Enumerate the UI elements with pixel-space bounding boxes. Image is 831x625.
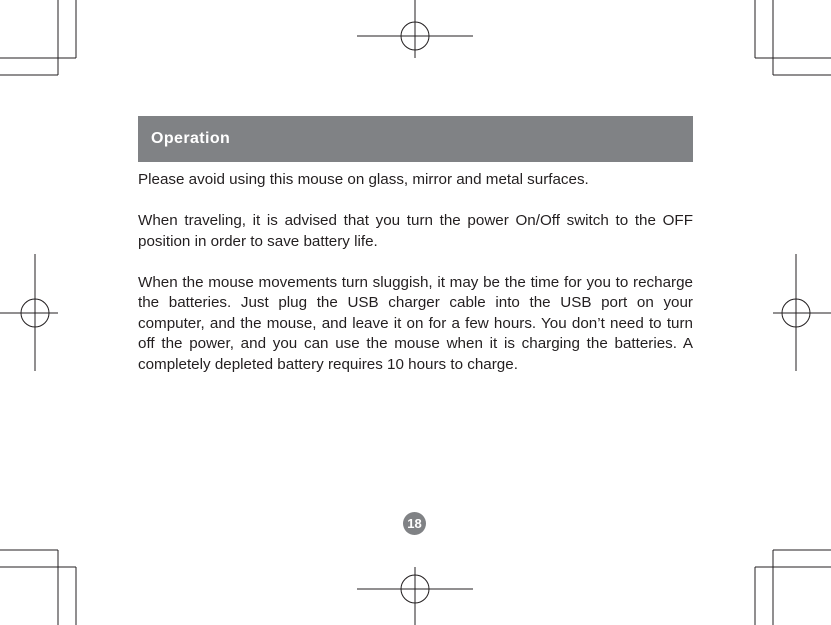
- section-header: [138, 116, 693, 162]
- paragraph-traveling: When traveling, it is advised that you turn the power On/Off switch to the OFF position in order to save battery life.: [138, 212, 693, 250]
- paragraph-recharge: When the mouse movements turn sluggish, it may be the time for you to recharge the batteries. Just plug the USB charger cable into the USB port on your computer, and the mouse, and leave it on for a few hours. You don’t need to turn off the power, and you can use the mouse when it is charging the batteries. A completely depleted battery requires 10 hours to charge.: [138, 273, 693, 373]
- paragraph-surfaces: Please avoid using this mouse on glass, mirror and metal surfaces.: [138, 171, 589, 188]
- page-number-badge: 18: [403, 512, 426, 535]
- registration-target-top: [357, 0, 473, 58]
- crop-mark-top-right: [755, 0, 831, 75]
- crop-mark-bottom-right: [755, 550, 831, 625]
- registration-target-right: [773, 254, 831, 371]
- section-title: Operation: [151, 130, 231, 147]
- registration-target-bottom: [357, 567, 473, 625]
- registration-target-left: [0, 254, 58, 371]
- body-text: [138, 170, 693, 396]
- crop-mark-bottom-left: [0, 550, 76, 625]
- crop-mark-top-left: [0, 0, 76, 75]
